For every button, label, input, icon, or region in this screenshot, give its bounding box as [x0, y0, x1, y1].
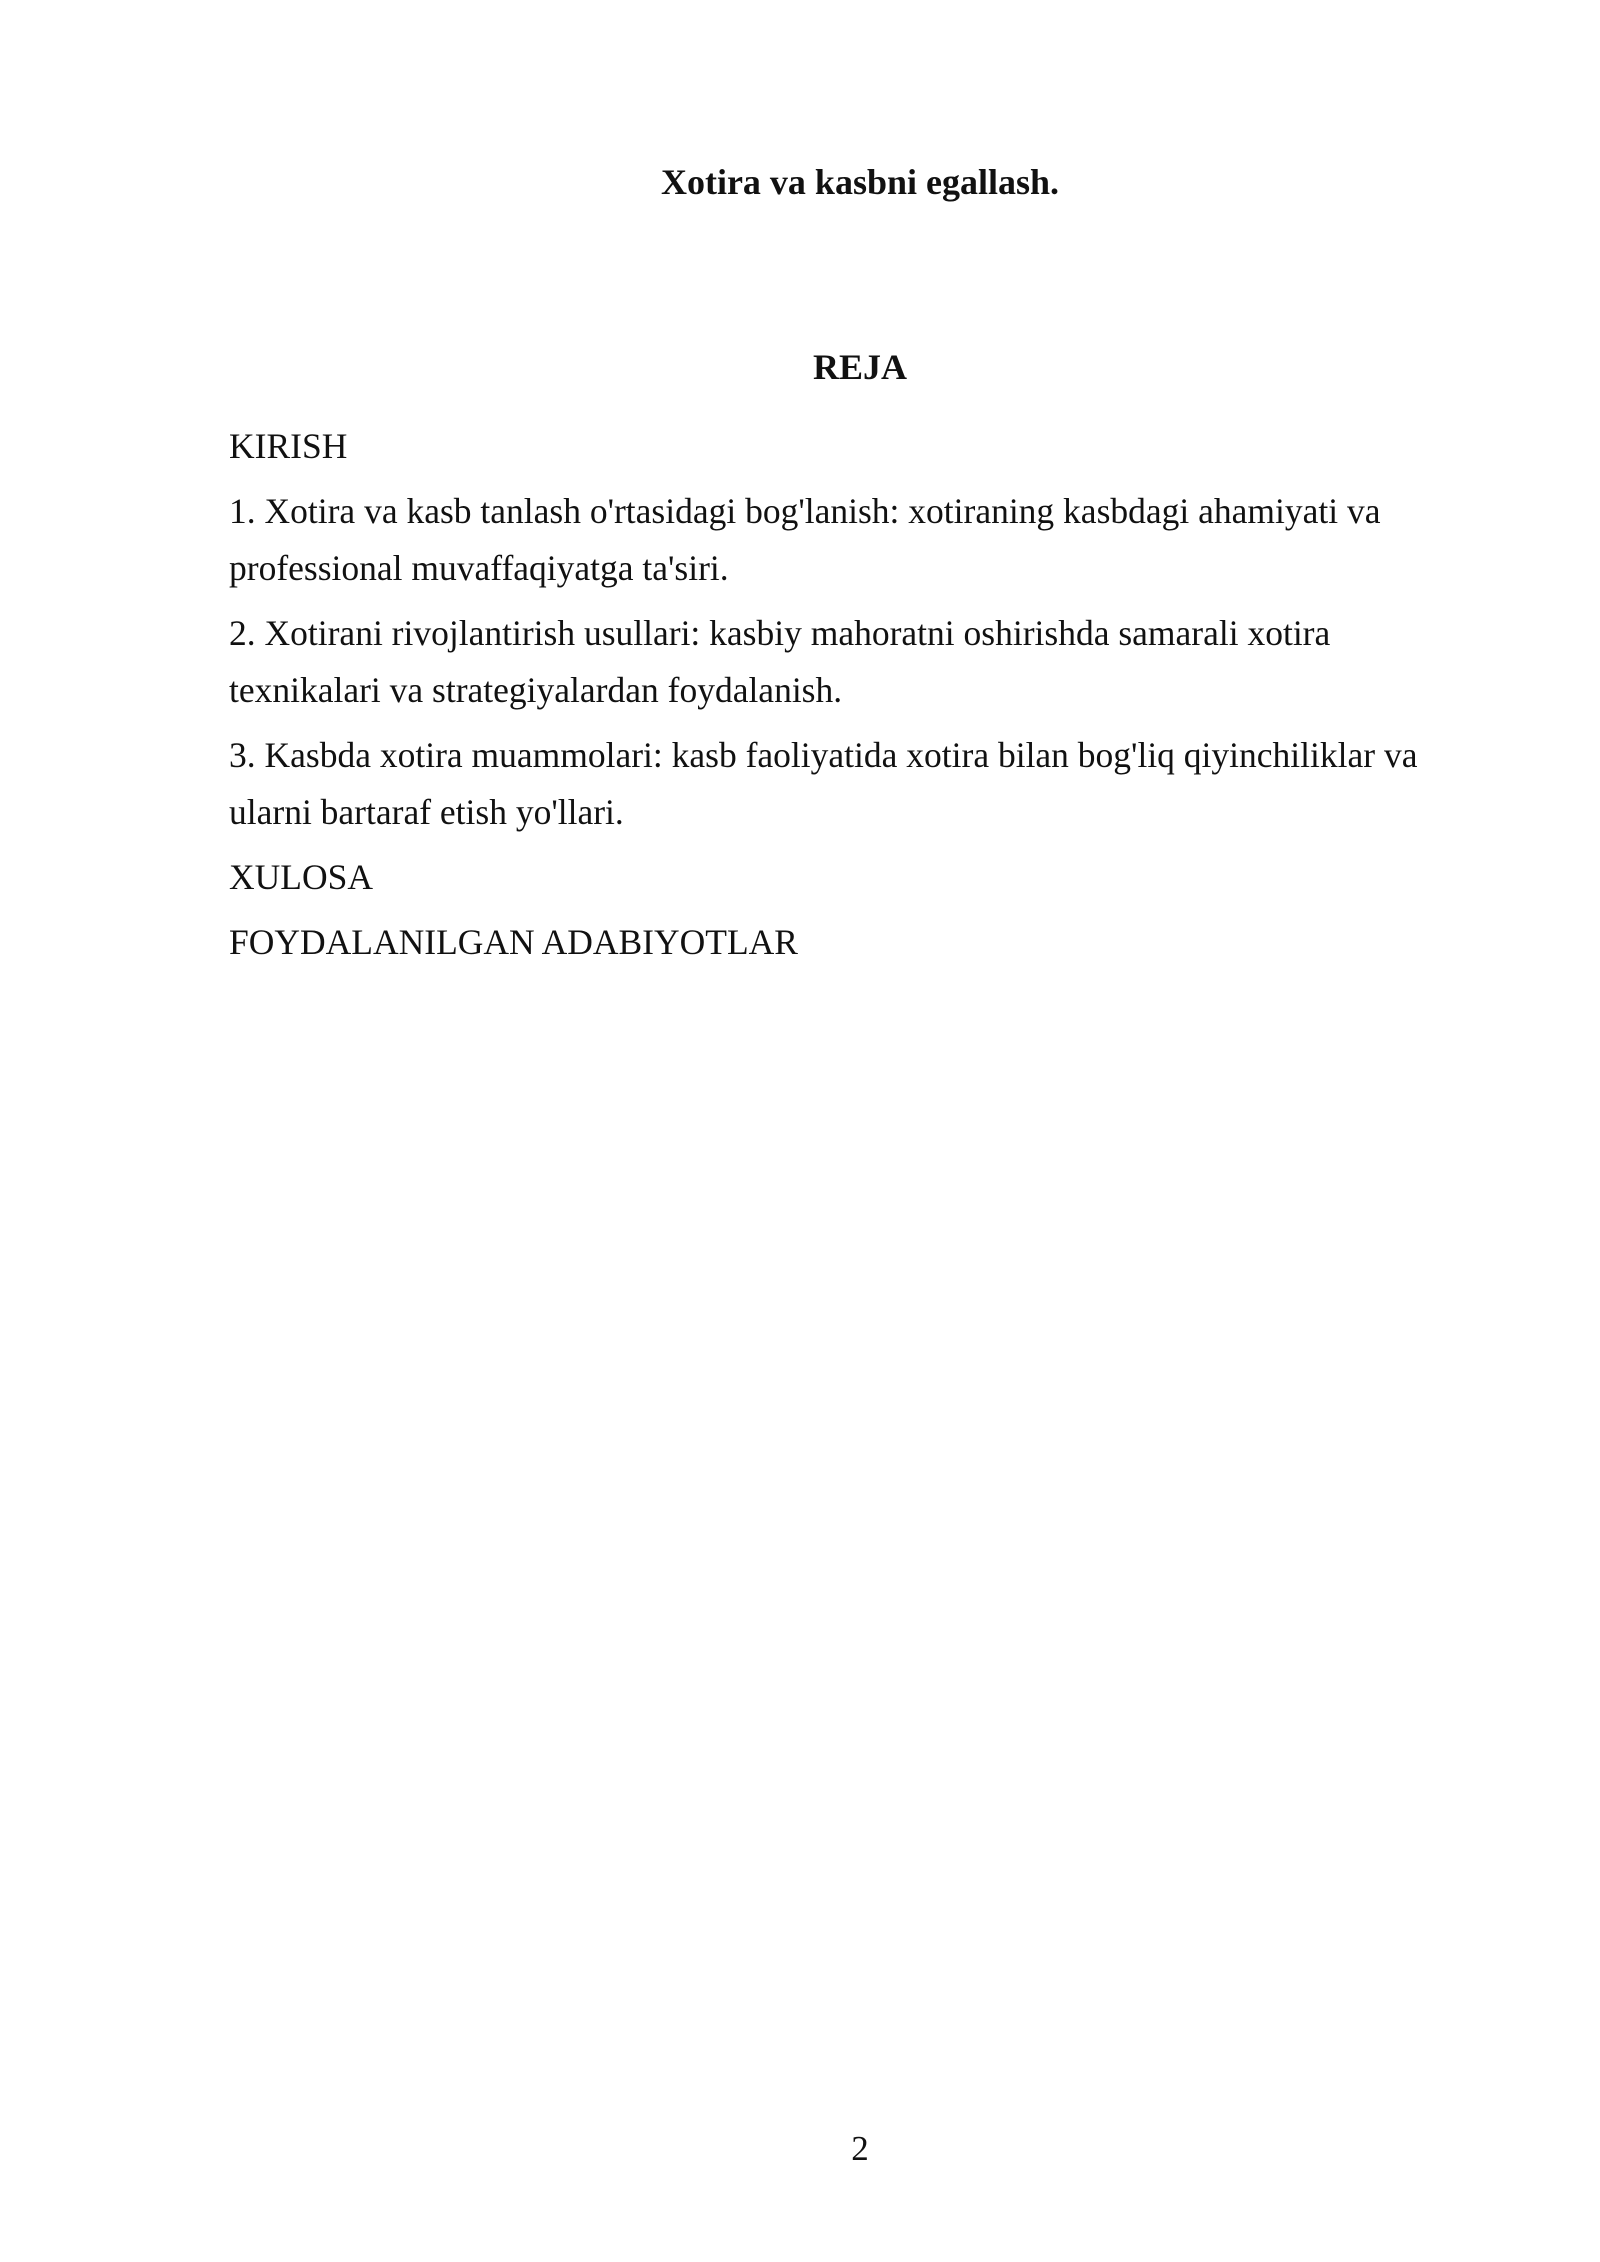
- plan-item-2: 2. Xotirani rivojlantirish usullari: kasbiy mahoratni oshirishda samarali xotira texnikalari va strategiyalardan foydalanish.: [229, 613, 1331, 710]
- plan-list: [229, 418, 1479, 979]
- plan-item-3: 3. Kasbda xotira muammolari: kasb faoliyatida xotira bilan bog'liq qiyinchiliklar va ularni bartaraf etish yo'llari.: [229, 735, 1418, 832]
- page-number: 2: [851, 2129, 869, 2168]
- plan-item-1: 1. Xotira va kasb tanlash o'rtasidagi bog'lanish: xotiraning kasbdagi ahamiyati va professional muvaffaqiyatga ta'siri.: [229, 491, 1381, 588]
- document-title: Xotira va kasbni egallash.: [660, 162, 1060, 202]
- plan-item-references: FOYDALANILGAN ADABIYOTLAR: [229, 922, 798, 962]
- plan-heading: REJA: [812, 347, 907, 387]
- plan-item-introduction: KIRISH: [229, 426, 348, 466]
- plan-item-conclusion: XULOSA: [229, 857, 373, 897]
